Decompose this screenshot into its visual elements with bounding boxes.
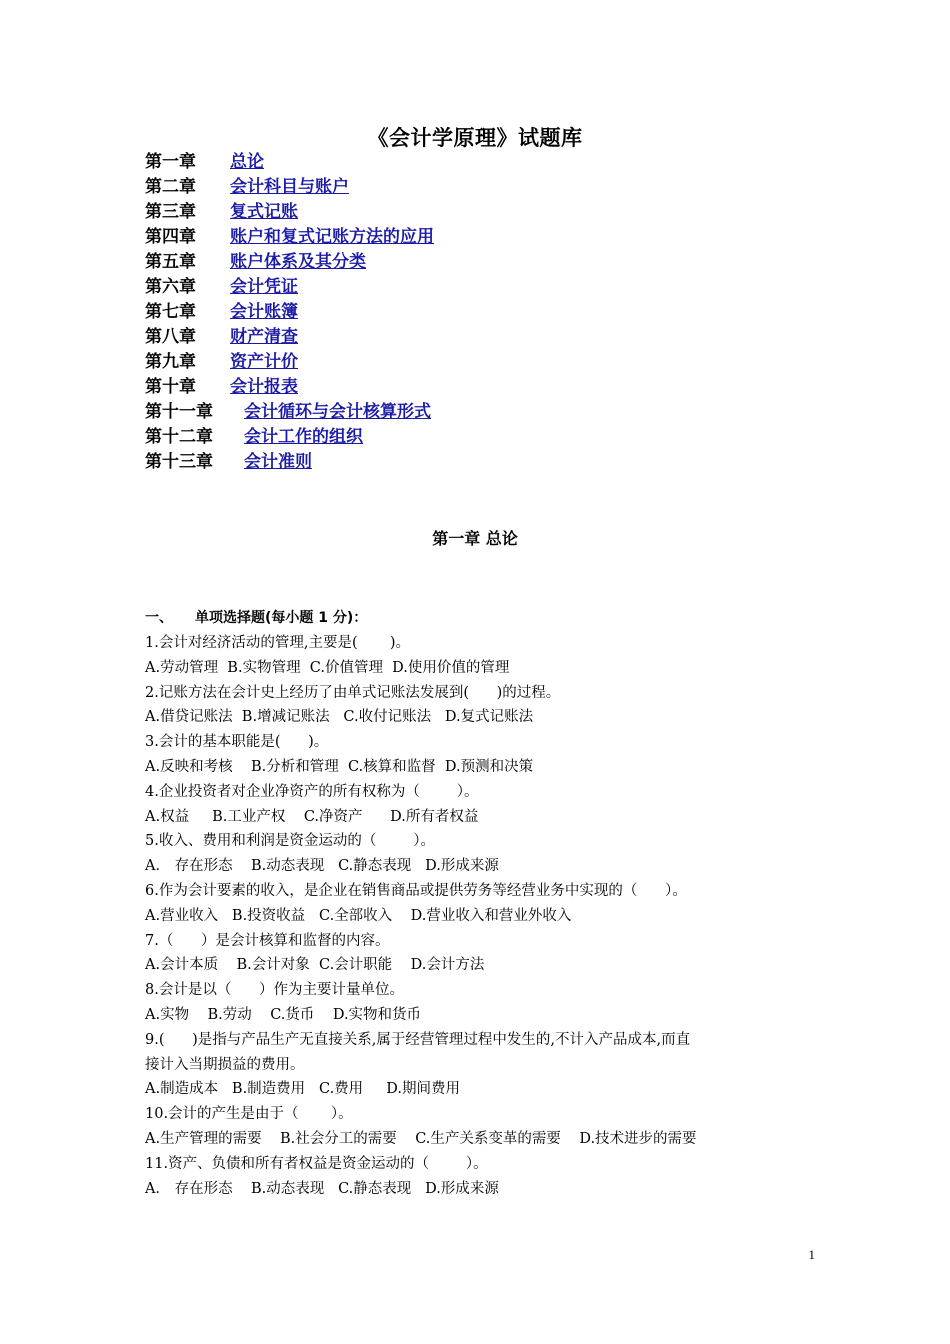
- toc-link[interactable]: 会计凭证: [230, 277, 298, 297]
- option-line: A.制造成本 B.制造费用 C.费用 D.期间费用: [145, 1081, 460, 1098]
- question-line-continued: 接计入当期损益的费用。: [145, 1056, 305, 1073]
- toc-link[interactable]: 会计账簿: [230, 302, 298, 322]
- toc-item: [145, 300, 434, 325]
- toc-label: 第四章: [145, 227, 196, 247]
- toc-link[interactable]: 复式记账: [230, 202, 298, 222]
- toc-label: 第五章: [145, 252, 196, 272]
- toc-label: 第十二章: [145, 427, 213, 447]
- toc-item: [145, 250, 434, 275]
- toc-label: 第七章: [145, 302, 196, 322]
- toc-label: 第九章: [145, 352, 196, 372]
- toc-label: 第二章: [145, 177, 196, 197]
- toc-link[interactable]: 会计循环与会计核算形式: [244, 402, 431, 422]
- section-heading: [145, 607, 367, 627]
- toc-link[interactable]: 账户体系及其分类: [230, 252, 366, 272]
- toc-label: 第十三章: [145, 452, 213, 472]
- toc-label: 第十一章: [145, 402, 213, 422]
- question-line: 4.企业投资者对企业净资产的所有权称为（ ）。: [145, 783, 479, 800]
- toc-item: [145, 175, 434, 200]
- table-of-contents: [145, 150, 434, 475]
- toc-item: [145, 350, 434, 375]
- toc-link[interactable]: 资产计价: [230, 352, 298, 372]
- toc-item: [145, 225, 434, 250]
- option-line: A.反映和考核 B.分析和管理 C.核算和监督 D.预测和决策: [145, 758, 534, 775]
- toc-item: [145, 375, 434, 400]
- toc-item: [145, 450, 434, 475]
- toc-link[interactable]: 财产清查: [230, 327, 298, 347]
- toc-link[interactable]: 会计准则: [244, 452, 312, 472]
- question-line: 3.会计的基本职能是( )。: [145, 734, 329, 751]
- toc-link[interactable]: 会计报表: [230, 377, 298, 397]
- toc-label: 第三章: [145, 202, 196, 222]
- toc-item: [145, 400, 434, 425]
- toc-item: [145, 200, 434, 225]
- question-line: 8.会计是以（ ）作为主要计量单位。: [145, 982, 404, 999]
- option-line: A.会计本质 B.会计对象 C.会计职能 D.会计方法: [145, 957, 485, 974]
- toc-label: 第八章: [145, 327, 196, 347]
- question-line: 5.收入、费用和利润是资金运动的（ ）。: [145, 833, 435, 850]
- toc-item: [145, 150, 434, 175]
- toc-label: 第六章: [145, 277, 196, 297]
- question-line: 6.作为会计要素的收入，是企业在销售商品或提供劳务等经营业务中实现的（ ）。: [145, 882, 687, 899]
- section-title: 单项选择题(每小题 1 分)：: [195, 610, 368, 626]
- toc-label: 第一章: [145, 152, 196, 172]
- toc-link[interactable]: 总论: [230, 152, 264, 172]
- question-line: 9.( )是指与产品生产无直接关系,属于经营管理过程中发生的,不计入产品成本,而直: [145, 1031, 691, 1048]
- section-number: 一、: [145, 610, 173, 626]
- toc-label: 第十章: [145, 377, 196, 397]
- question-line: 1.会计对经济活动的管理,主要是( )。: [145, 635, 411, 651]
- option-line: A.营业收入 B.投资收益 C.全部收入 D.营业收入和营业外收入: [145, 907, 572, 924]
- option-line: A． 存在形态 B.动态表现 C.静态表现 D.形成来源: [145, 1180, 499, 1197]
- option-line: A． 存在形态 B.动态表现 C.静态表现 D.形成来源: [145, 858, 499, 875]
- question-list: [145, 631, 815, 1201]
- chapter-heading: 第一章 总论: [432, 529, 518, 548]
- option-line: A.生产管理的需要 B.社会分工的需要 C.生产关系变革的需要 D.技术进步的需要: [145, 1130, 697, 1147]
- question-line: 7.（ ）是会计核算和监督的内容。: [145, 932, 390, 949]
- toc-link[interactable]: 会计科目与账户: [230, 177, 349, 197]
- document-title: 《会计学原理》试题库: [367, 126, 583, 150]
- question-line: 10.会计的产生是由于（ ）。: [145, 1106, 353, 1123]
- option-line: A.借贷记账法 B.增减记账法 C.收付记账法 D.复式记账法: [145, 709, 534, 726]
- page-number: 1: [808, 1247, 815, 1262]
- toc-link[interactable]: 会计工作的组织: [244, 427, 363, 447]
- option-line: A.劳动管理 B.实物管理 C.价值管理 D.使用价值的管理: [145, 659, 510, 676]
- toc-link[interactable]: 账户和复式记账方法的应用: [230, 227, 434, 247]
- toc-item: [145, 425, 434, 450]
- option-line: A.权益 B.工业产权 C.净资产 D.所有者权益: [145, 808, 479, 825]
- question-line: 2.记账方法在会计史上经历了由单式记账法发展到( )的过程。: [145, 684, 561, 701]
- question-line: 11.资产、负债和所有者权益是资金运动的（ ）。: [145, 1155, 488, 1172]
- toc-item: [145, 275, 434, 300]
- option-line: A.实物 B.劳动 C.货币 D.实物和货币: [145, 1006, 422, 1023]
- toc-item: [145, 325, 434, 350]
